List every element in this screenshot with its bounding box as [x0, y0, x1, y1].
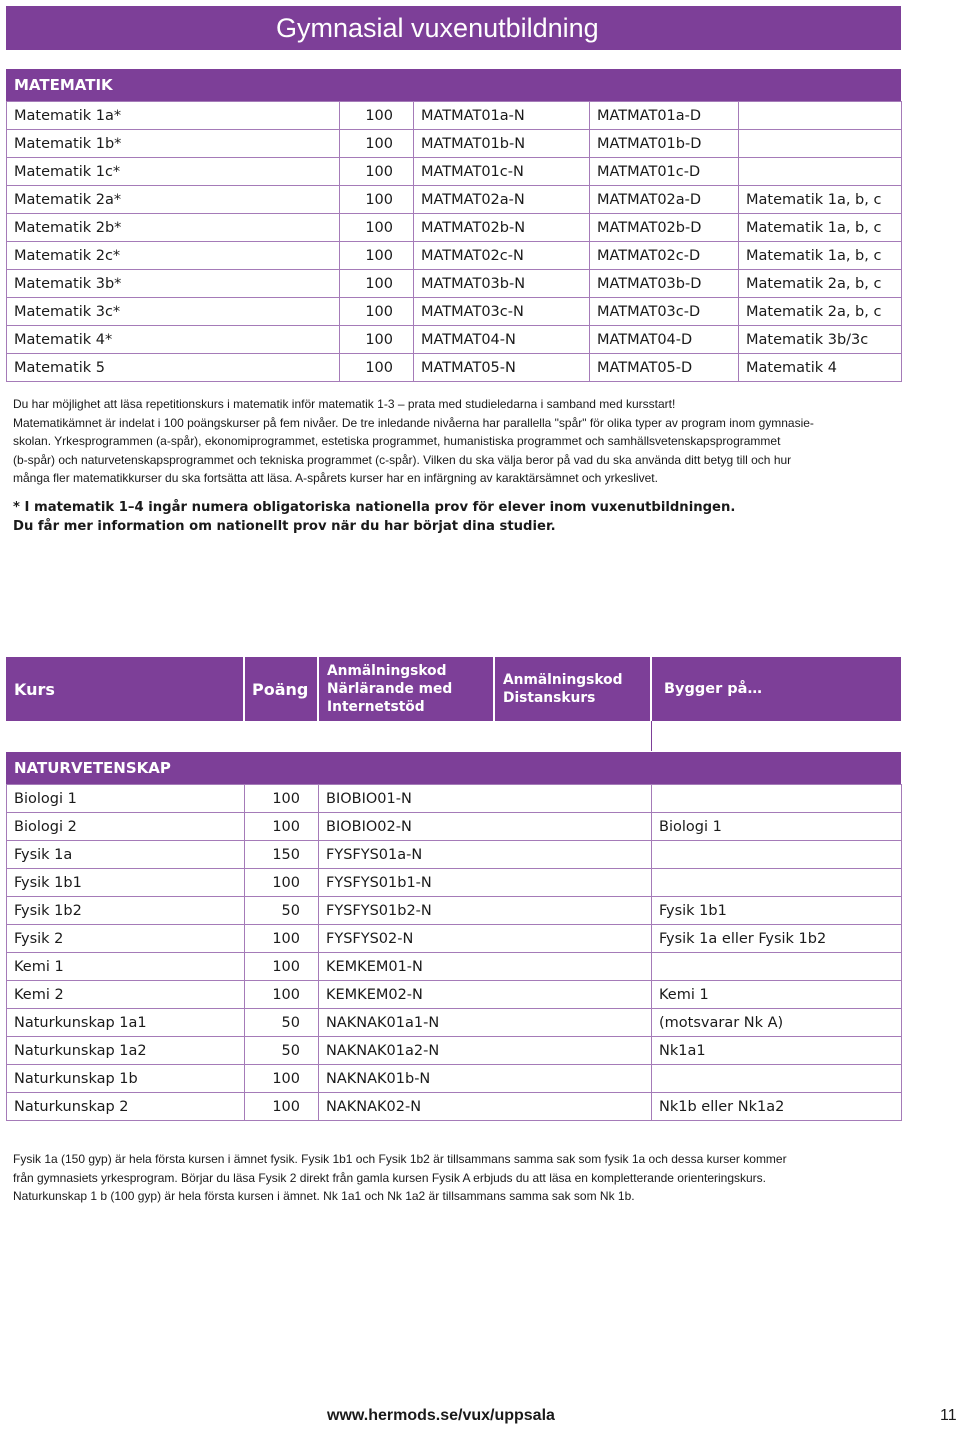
- cell-poang: 100: [245, 869, 319, 897]
- cell-kurs: Naturkunskap 1b: [7, 1065, 245, 1093]
- cell-bygger-pa: Kemi 1: [652, 981, 902, 1009]
- cell-bygger-pa: [652, 785, 902, 813]
- cell-kod-narlarande: MATMAT05-N: [414, 354, 590, 382]
- column-kurs: Kurs: [6, 657, 244, 721]
- cell-bygger-pa: [739, 158, 902, 186]
- cell-poang: 50: [245, 1037, 319, 1065]
- cell-kurs: Naturkunskap 1a1: [7, 1009, 245, 1037]
- table-row: [7, 298, 902, 326]
- column-kod-d-line: Distanskurs: [503, 690, 596, 706]
- cell-bygger-pa: (motsvarar Nk A): [652, 1009, 902, 1037]
- cell-poang: 50: [245, 897, 319, 925]
- column-bygger-pa: Bygger på…: [651, 657, 901, 721]
- cell-kod: KEMKEM02-N: [319, 981, 652, 1009]
- cell-kurs: Biologi 1: [7, 785, 245, 813]
- note-line: Du har möjlighet att läsa repetitionskurs i matematik inför matematik 1-3 – prata med studieledarna i samband med kursstart!: [13, 397, 676, 411]
- table-row: [7, 354, 902, 382]
- cell-kurs: Matematik 4*: [7, 326, 340, 354]
- table-row: [7, 326, 902, 354]
- column-kod-distans: [494, 657, 651, 721]
- cell-kod-narlarande: MATMAT02c-N: [414, 242, 590, 270]
- page-banner: [6, 6, 901, 50]
- column-kod-n-line: Internetstöd: [327, 699, 425, 715]
- note-line: många fler matematikkurser du ska fortsätta att läsa. A-spårets kurser har en infärgning av karaktärsämnet och yrkeslivet.: [13, 471, 658, 485]
- cell-bygger-pa: Matematik 1a, b, c: [739, 242, 902, 270]
- cell-bygger-pa: [739, 130, 902, 158]
- table-row: [7, 953, 902, 981]
- cell-kurs: Kemi 2: [7, 981, 245, 1009]
- cell-bygger-pa: [652, 1065, 902, 1093]
- cell-poang: 100: [340, 130, 414, 158]
- cell-kod: KEMKEM01-N: [319, 953, 652, 981]
- table-row: [7, 869, 902, 897]
- cell-kod-distans: MATMAT03c-D: [590, 298, 739, 326]
- cell-kod-distans: MATMAT02a-D: [590, 186, 739, 214]
- cell-kod-distans: MATMAT01a-D: [590, 102, 739, 130]
- cell-kod-narlarande: MATMAT01b-N: [414, 130, 590, 158]
- cell-kod-narlarande: MATMAT02a-N: [414, 186, 590, 214]
- column-divider: [651, 721, 652, 751]
- cell-kod: FYSFYS02-N: [319, 925, 652, 953]
- cell-bygger-pa: Fysik 1a eller Fysik 1b2: [652, 925, 902, 953]
- cell-kurs: Fysik 1a: [7, 841, 245, 869]
- cell-kod: FYSFYS01b1-N: [319, 869, 652, 897]
- cell-poang: 100: [340, 158, 414, 186]
- cell-poang: 100: [245, 813, 319, 841]
- cell-poang: 100: [245, 925, 319, 953]
- note-line: (b-spår) och naturvetenskapsprogrammet och tekniska programmet (c-spår). Vilken du ska välja beror på vad du ska använda ditt betyg till och hur: [13, 452, 792, 467]
- cell-poang: 100: [340, 298, 414, 326]
- section-label: NATURVETENSKAP: [14, 759, 171, 777]
- cell-kurs: Matematik 1a*: [7, 102, 340, 130]
- cell-bygger-pa: Nk1b eller Nk1a2: [652, 1093, 902, 1121]
- table-row: [7, 785, 902, 813]
- cell-kod-distans: MATMAT03b-D: [590, 270, 739, 298]
- column-kod-narlarande: [318, 657, 494, 721]
- cell-poang: 100: [340, 186, 414, 214]
- naturvetenskap-notes: [13, 1150, 893, 1206]
- cell-bygger-pa: [652, 869, 902, 897]
- table-row: [7, 813, 902, 841]
- cell-kod: FYSFYS01b2-N: [319, 897, 652, 925]
- footer-url[interactable]: www.hermods.se/vux/uppsala: [327, 1407, 555, 1424]
- note-line: skolan. Yrkesprogrammen (a-spår), ekonomiprogrammet, estetiska programmet, humanistiska programmet och samhällsvetenskapsprogrammet: [13, 434, 781, 448]
- cell-kod: NAKNAK01a2-N: [319, 1037, 652, 1065]
- cell-kod-distans: MATMAT04-D: [590, 326, 739, 354]
- cell-kurs: Fysik 1b2: [7, 897, 245, 925]
- bold-note-line: * I matematik 1–4 ingår numera obligatoriska nationella prov för elever inom vuxenutbildningen.: [13, 500, 736, 515]
- note-line: Naturkunskap 1 b (100 gyp) är hela första kursen i ämnet. Nk 1a1 och Nk 1a2 är tillsammans samma sak som Nk 1b.: [13, 1189, 635, 1203]
- cell-kod: NAKNAK02-N: [319, 1093, 652, 1121]
- cell-poang: 100: [340, 242, 414, 270]
- cell-kod-distans: MATMAT02b-D: [590, 214, 739, 242]
- cell-poang: 100: [340, 354, 414, 382]
- cell-kod-distans: MATMAT01c-D: [590, 158, 739, 186]
- cell-bygger-pa: Matematik 1a, b, c: [739, 214, 902, 242]
- table-row: [7, 1037, 902, 1065]
- note-line: från gymnasiets yrkesprogram. Börjar du läsa Fysik 2 direkt från gamla kursen Fysik A erbjuds du att läsa en kompletterande orienteringskurs.: [13, 1170, 767, 1185]
- cell-bygger-pa: Matematik 1a, b, c: [739, 186, 902, 214]
- section-header-matematik: [6, 69, 901, 101]
- table-row: [7, 242, 902, 270]
- cell-bygger-pa: [652, 841, 902, 869]
- cell-bygger-pa: Fysik 1b1: [652, 897, 902, 925]
- table-row: [7, 130, 902, 158]
- cell-kod: NAKNAK01a1-N: [319, 1009, 652, 1037]
- cell-kod-narlarande: MATMAT02b-N: [414, 214, 590, 242]
- cell-kod-narlarande: MATMAT03c-N: [414, 298, 590, 326]
- nationella-prov-note: [13, 498, 893, 536]
- table-row: [7, 897, 902, 925]
- cell-kurs: Naturkunskap 2: [7, 1093, 245, 1121]
- table-row: [7, 1093, 902, 1121]
- table-row: [7, 214, 902, 242]
- cell-kod: NAKNAK01b-N: [319, 1065, 652, 1093]
- cell-kurs: Matematik 3b*: [7, 270, 340, 298]
- cell-kurs: Matematik 2c*: [7, 242, 340, 270]
- table-row: [7, 841, 902, 869]
- table-row: [7, 981, 902, 1009]
- cell-poang: 50: [245, 1009, 319, 1037]
- column-poang: Poäng: [244, 657, 318, 721]
- page-title: Gymnasial vuxenutbildning: [276, 13, 599, 43]
- cell-poang: 100: [245, 1065, 319, 1093]
- cell-bygger-pa: Matematik 3b/3c: [739, 326, 902, 354]
- note-line: Fysik 1a (150 gyp) är hela första kursen i ämnet fysik. Fysik 1b1 och Fysik 1b2 är tillsammans samma sak som fysik 1a och dessa kurser kommer: [13, 1152, 787, 1166]
- cell-bygger-pa: [739, 102, 902, 130]
- cell-poang: 100: [340, 214, 414, 242]
- section-label: MATEMATIK: [14, 76, 113, 94]
- cell-kod-distans: MATMAT05-D: [590, 354, 739, 382]
- page-number: 11: [940, 1407, 957, 1424]
- cell-kod-narlarande: MATMAT03b-N: [414, 270, 590, 298]
- matematik-table: [6, 101, 902, 382]
- cell-bygger-pa: Nk1a1: [652, 1037, 902, 1065]
- cell-poang: 100: [340, 326, 414, 354]
- cell-poang: 100: [340, 102, 414, 130]
- note-line: Matematikämnet är indelat i 100 poängskurser på fem nivåer. De tre inledande nivåerna har parallella "spår" för olika typer av program inom gymnasie-: [13, 415, 814, 430]
- cell-kurs: Kemi 1: [7, 953, 245, 981]
- table-row: [7, 1065, 902, 1093]
- cell-bygger-pa: [652, 953, 902, 981]
- column-header: [6, 657, 901, 721]
- cell-kod-distans: MATMAT02c-D: [590, 242, 739, 270]
- table-row: [7, 925, 902, 953]
- cell-poang: 100: [245, 1093, 319, 1121]
- cell-poang: 150: [245, 841, 319, 869]
- cell-kod-narlarande: MATMAT01c-N: [414, 158, 590, 186]
- section-header-naturvetenskap: [6, 752, 901, 784]
- cell-kurs: Matematik 1c*: [7, 158, 340, 186]
- naturvetenskap-table: [6, 784, 902, 1121]
- column-kod-n-line: Anmälningskod: [327, 663, 447, 679]
- matematik-notes: [13, 395, 893, 488]
- cell-kod-distans: MATMAT01b-D: [590, 130, 739, 158]
- cell-poang: 100: [245, 953, 319, 981]
- cell-kurs: Fysik 1b1: [7, 869, 245, 897]
- cell-poang: 100: [340, 270, 414, 298]
- table-row: [7, 186, 902, 214]
- table-row: [7, 102, 902, 130]
- cell-kod: BIOBIO01-N: [319, 785, 652, 813]
- cell-kurs: Naturkunskap 1a2: [7, 1037, 245, 1065]
- cell-kurs: Matematik 3c*: [7, 298, 340, 326]
- column-kod-n-line: Närlärande med: [327, 681, 453, 697]
- bold-note-line: Du får mer information om nationellt prov när du har börjat dina studier.: [13, 519, 556, 534]
- cell-kurs: Fysik 2: [7, 925, 245, 953]
- cell-bygger-pa: Matematik 2a, b, c: [739, 270, 902, 298]
- cell-kurs: Biologi 2: [7, 813, 245, 841]
- cell-bygger-pa: Matematik 4: [739, 354, 902, 382]
- table-row: [7, 158, 902, 186]
- cell-kod-narlarande: MATMAT04-N: [414, 326, 590, 354]
- cell-kurs: Matematik 1b*: [7, 130, 340, 158]
- cell-kurs: Matematik 5: [7, 354, 340, 382]
- cell-kod-narlarande: MATMAT01a-N: [414, 102, 590, 130]
- table-row: [7, 270, 902, 298]
- column-kod-d-line: Anmälningskod: [503, 672, 623, 688]
- cell-kod: BIOBIO02-N: [319, 813, 652, 841]
- table-row: [7, 1009, 902, 1037]
- cell-kurs: Matematik 2b*: [7, 214, 340, 242]
- cell-bygger-pa: Biologi 1: [652, 813, 902, 841]
- cell-poang: 100: [245, 981, 319, 1009]
- cell-kurs: Matematik 2a*: [7, 186, 340, 214]
- cell-poang: 100: [245, 785, 319, 813]
- cell-bygger-pa: Matematik 2a, b, c: [739, 298, 902, 326]
- cell-kod: FYSFYS01a-N: [319, 841, 652, 869]
